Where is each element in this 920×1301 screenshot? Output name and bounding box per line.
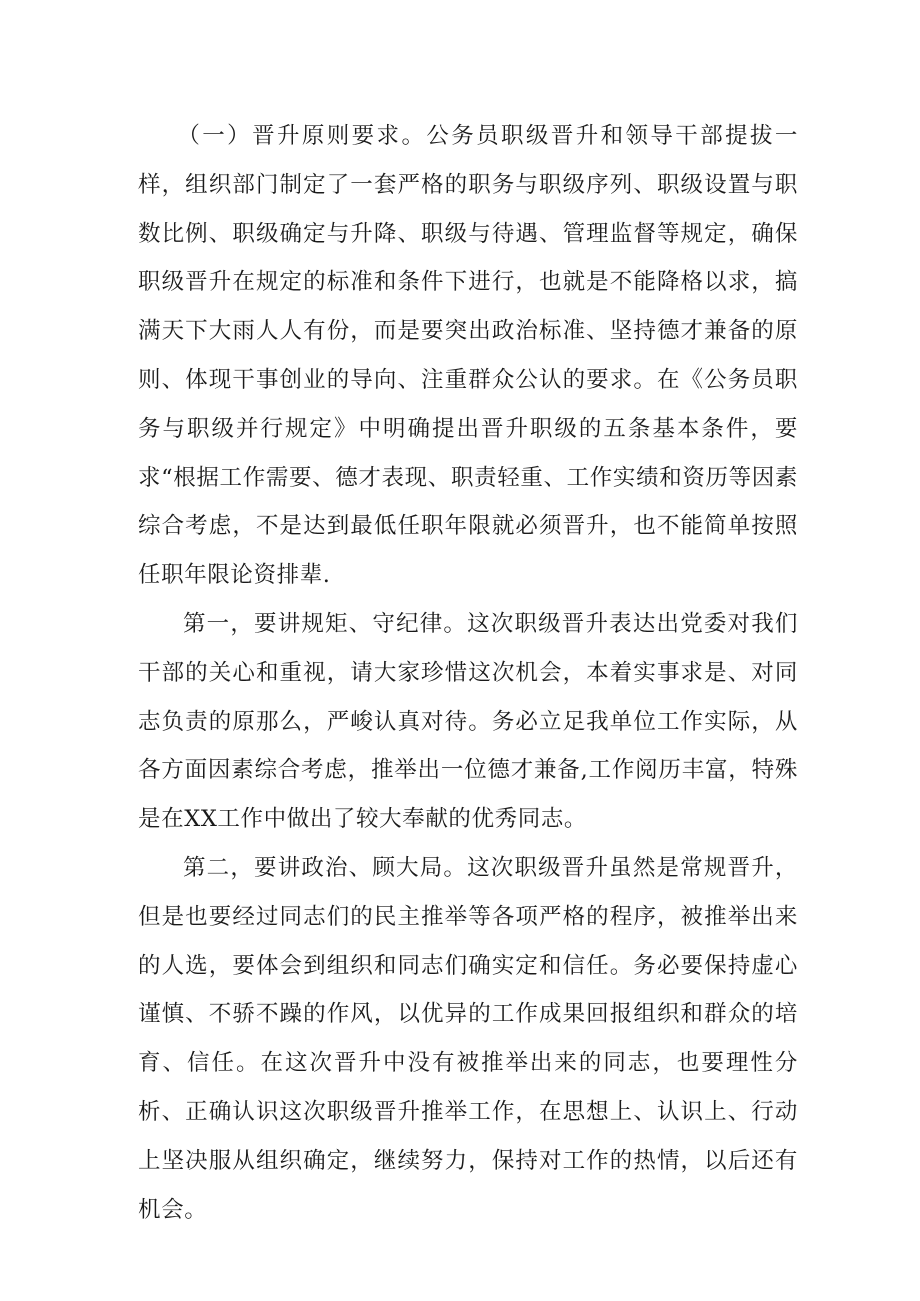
paragraph-rules-discipline: 第一，要讲规矩、守纪律。这次职级晋升表达出党委对我们干部的关心和重视，请大家珍惜这次机会，本着实事求是、对同志负责的原那么，严峻认真对待。务必立足我单位工作实际，从各方面因素综合考虑，推举出一位德才兼备,工作阅历丰富，特殊是在XX工作中做出了较大奉献的优秀同志。 xyxy=(138,610,798,833)
paragraph-politics-overall: 第二，要讲政治、顾大局。这次职级晋升虽然是常规晋升，但是也要经过同志们的民主推举等各项严格的程序，被推举出来的人选，要体会到组织和同志们确实定和信任。务必要保持虚心谨慎、不骄不躁的作风，以优异的工作成果回报组织和群众的培育、信任。在这次晋升中没有被推举出来的同志，也要理性分析、正确认识这次职级晋升推举工作，在思想上、认识上、行动上坚决服从组织确定，继续努力，保持对工作的热情，以后还有机会。 xyxy=(138,854,798,1223)
document-body xyxy=(138,112,798,1234)
paragraph-promotion-principles: （一）晋升原则要求。公务员职级晋升和领导干部提拔一样，组织部门制定了一套严格的职务与职级序列、职级设置与职数比例、职级确定与升降、职级与待遇、管理监督等规定，确保职级晋升在规定的标准和条件下进行，也就是不能降格以求，搞满天下大雨人人有份，而是要突出政治标准、坚持德才兼备的原则、体现干事创业的导向、注重群众公认的要求。在《公务员职务与职级并行规定》中明确提出晋升职级的五条基本条件，要求“根据工作需要、德才表现、职责轻重、工作实绩和资历等因素综合考虑，不是达到最低任职年限就必须晋升，也不能简单按照任职年限论资排辈. xyxy=(138,123,798,589)
